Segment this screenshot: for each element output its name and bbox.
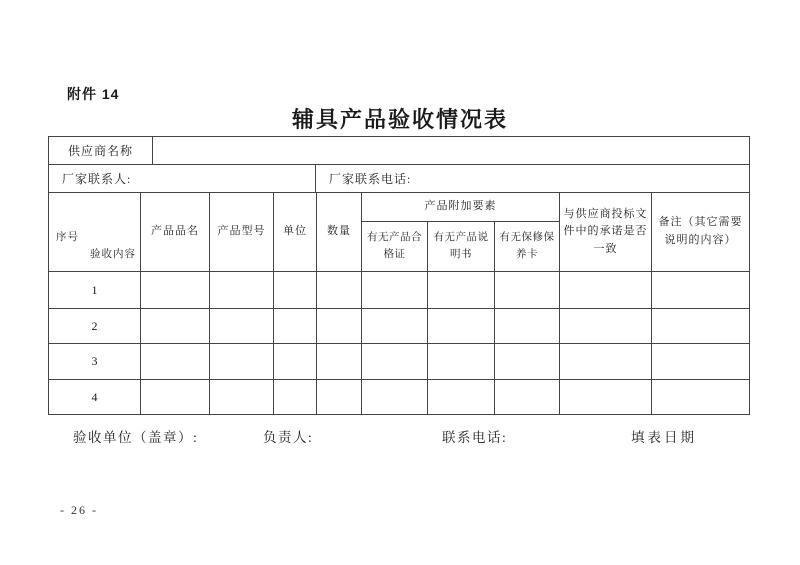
table-row [49, 272, 750, 309]
col-header-unit: 单位 [274, 193, 317, 272]
acceptance-table [48, 192, 750, 415]
col-header-has-warranty-card: 有无保修保养卡 [495, 222, 560, 272]
empty-cell [495, 344, 560, 380]
footer-labels [0, 426, 800, 444]
empty-cell [210, 272, 274, 309]
empty-cell [495, 272, 560, 309]
table-row [49, 380, 750, 415]
empty-cell [362, 309, 428, 344]
empty-cell [652, 380, 750, 415]
supplier-name-row [49, 137, 750, 165]
table-row [49, 309, 750, 344]
empty-cell [141, 272, 210, 309]
supplier-name-label: 供应商名称 [49, 137, 153, 165]
col-header-product-name: 产品品名 [141, 193, 210, 272]
empty-cell [317, 380, 362, 415]
empty-cell [652, 344, 750, 380]
empty-cell [317, 309, 362, 344]
empty-cell [652, 309, 750, 344]
attachment-label: 附件 14 [67, 86, 120, 102]
empty-cell [274, 309, 317, 344]
table-row [49, 344, 750, 380]
empty-cell [141, 344, 210, 380]
empty-cell [495, 380, 560, 415]
empty-cell [560, 344, 652, 380]
empty-cell [210, 344, 274, 380]
acceptance-content-header-label: 验收内容 [90, 249, 136, 260]
empty-cell [141, 309, 210, 344]
supplier-name-value-cell [153, 137, 750, 165]
row-number: 3 [49, 344, 141, 380]
empty-cell [428, 272, 495, 309]
manufacturer-contact-label: 厂家联系人: [49, 165, 316, 193]
col-header-remarks: 备注（其它需要说明的内容） [652, 193, 750, 272]
contact-phone-label: 联系电话: [442, 430, 508, 445]
manufacturer-phone-label: 厂家联系电话: [316, 165, 750, 193]
empty-cell [362, 272, 428, 309]
page-number: - 26 - [60, 503, 98, 517]
empty-cell [428, 344, 495, 380]
col-header-has-manual: 有无产品说明书 [428, 222, 495, 272]
page-title: 辅具产品验收情况表 [291, 107, 508, 132]
empty-cell [274, 272, 317, 309]
empty-cell [428, 309, 495, 344]
empty-cell [317, 344, 362, 380]
empty-cell [274, 344, 317, 380]
empty-cell [317, 272, 362, 309]
supplier-name-table [48, 136, 750, 165]
row-number: 4 [49, 380, 141, 415]
empty-cell [495, 309, 560, 344]
row-number: 2 [49, 309, 141, 344]
fill-date-label: 填表日期 [631, 430, 697, 445]
col-header-quantity: 数量 [317, 193, 362, 272]
empty-cell [210, 380, 274, 415]
empty-cell [274, 380, 317, 415]
header-row-1 [49, 193, 750, 222]
empty-cell [362, 344, 428, 380]
seq-acceptance-header-cell [49, 193, 141, 272]
empty-cell [652, 272, 750, 309]
empty-cell [560, 272, 652, 309]
col-header-product-model: 产品型号 [210, 193, 274, 272]
manufacturer-contact-table [48, 164, 750, 193]
empty-cell [560, 380, 652, 415]
acceptance-unit-label: 验收单位（盖章）: [73, 430, 199, 445]
manufacturer-contact-row [49, 165, 750, 193]
empty-cell [141, 380, 210, 415]
col-header-bid-consistency: 与供应商投标文件中的承诺是否一致 [560, 193, 652, 272]
empty-cell [428, 380, 495, 415]
col-header-additional-elements: 产品附加要素 [362, 193, 560, 222]
empty-cell [210, 309, 274, 344]
empty-cell [560, 309, 652, 344]
seq-header-label: 序号 [56, 232, 79, 243]
responsible-person-label: 负责人: [263, 430, 314, 445]
col-header-has-certificate: 有无产品合格证 [362, 222, 428, 272]
row-number: 1 [49, 272, 141, 309]
empty-cell [362, 380, 428, 415]
